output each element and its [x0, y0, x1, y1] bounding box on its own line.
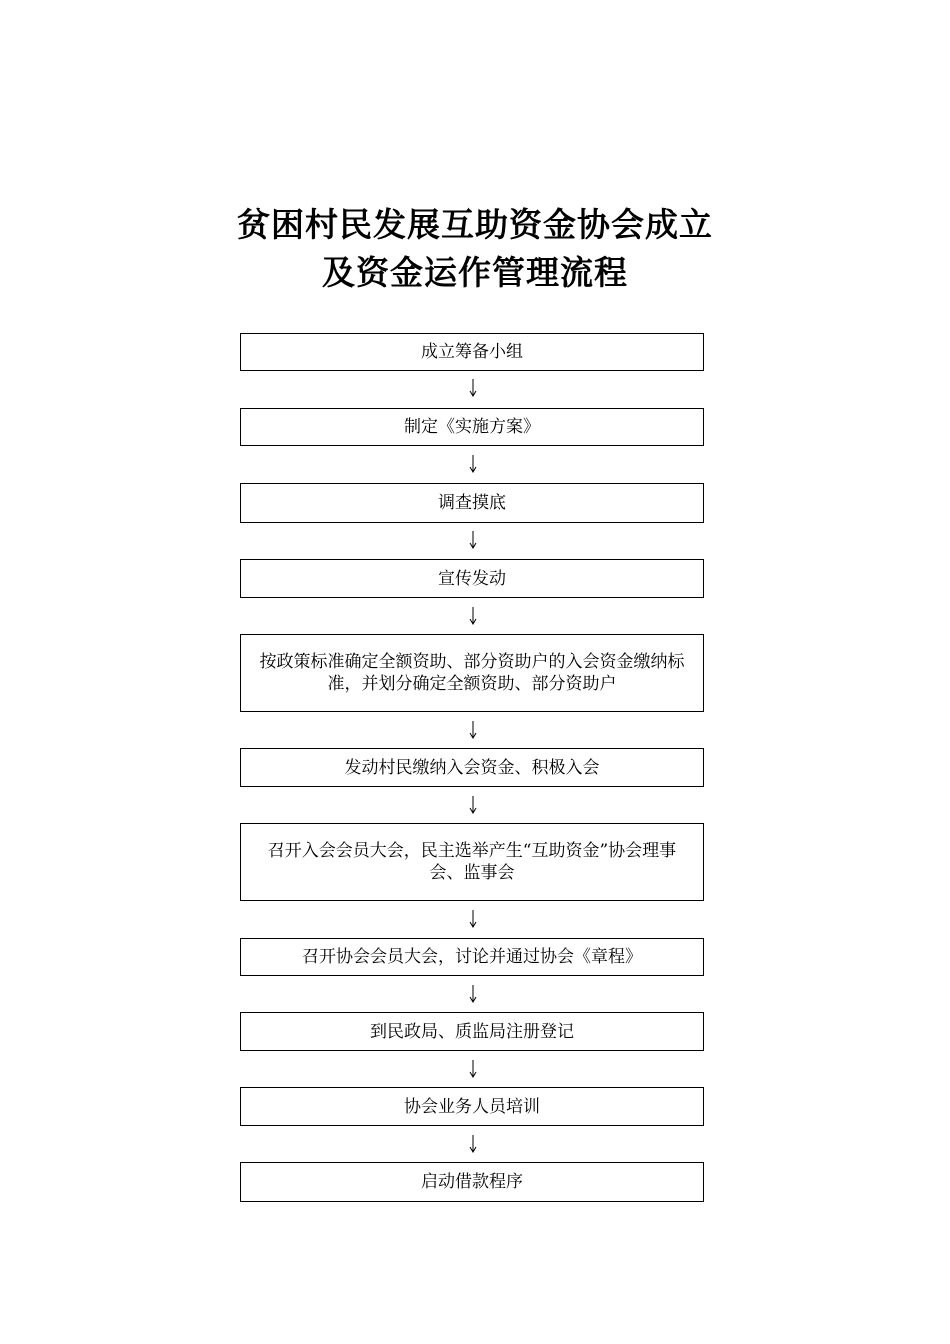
page-title-line-1: 贫困村民发展互助资金协会成立: [237, 205, 713, 244]
flow-step-5: 按政策标准确定全额资助、部分资助户的入会资金缴纳标准，并划分确定全额资助、部分资助户: [240, 634, 704, 712]
flow-step-10: 协会业务人员培训: [240, 1087, 704, 1126]
down-arrow-icon: [466, 909, 480, 929]
flow-step-9: 到民政局、质监局注册登记: [240, 1012, 704, 1051]
page-title-line-2: 及资金运作管理流程: [322, 253, 628, 292]
down-arrow-icon: [466, 606, 480, 626]
down-arrow-icon: [466, 795, 480, 815]
down-arrow-icon: [466, 1059, 480, 1079]
down-arrow-icon: [466, 984, 480, 1004]
flow-step-8: 召开协会会员大会，讨论并通过协会《章程》: [240, 938, 704, 976]
down-arrow-icon: [466, 1134, 480, 1154]
flow-step-11: 启动借款程序: [240, 1162, 704, 1202]
flow-step-7: 召开入会会员大会，民主选举产生“互助资金”协会理事会、监事会: [240, 823, 704, 901]
down-arrow-icon: [466, 454, 480, 474]
flow-step-2: 制定《实施方案》: [240, 408, 704, 446]
down-arrow-icon: [466, 720, 480, 740]
flow-step-3: 调查摸底: [240, 483, 704, 523]
down-arrow-icon: [466, 530, 480, 550]
flow-step-6: 发动村民缴纳入会资金、积极入会: [240, 748, 704, 787]
down-arrow-icon: [466, 378, 480, 398]
flow-step-4: 宣传发动: [240, 559, 704, 598]
flow-step-1: 成立筹备小组: [240, 333, 704, 371]
